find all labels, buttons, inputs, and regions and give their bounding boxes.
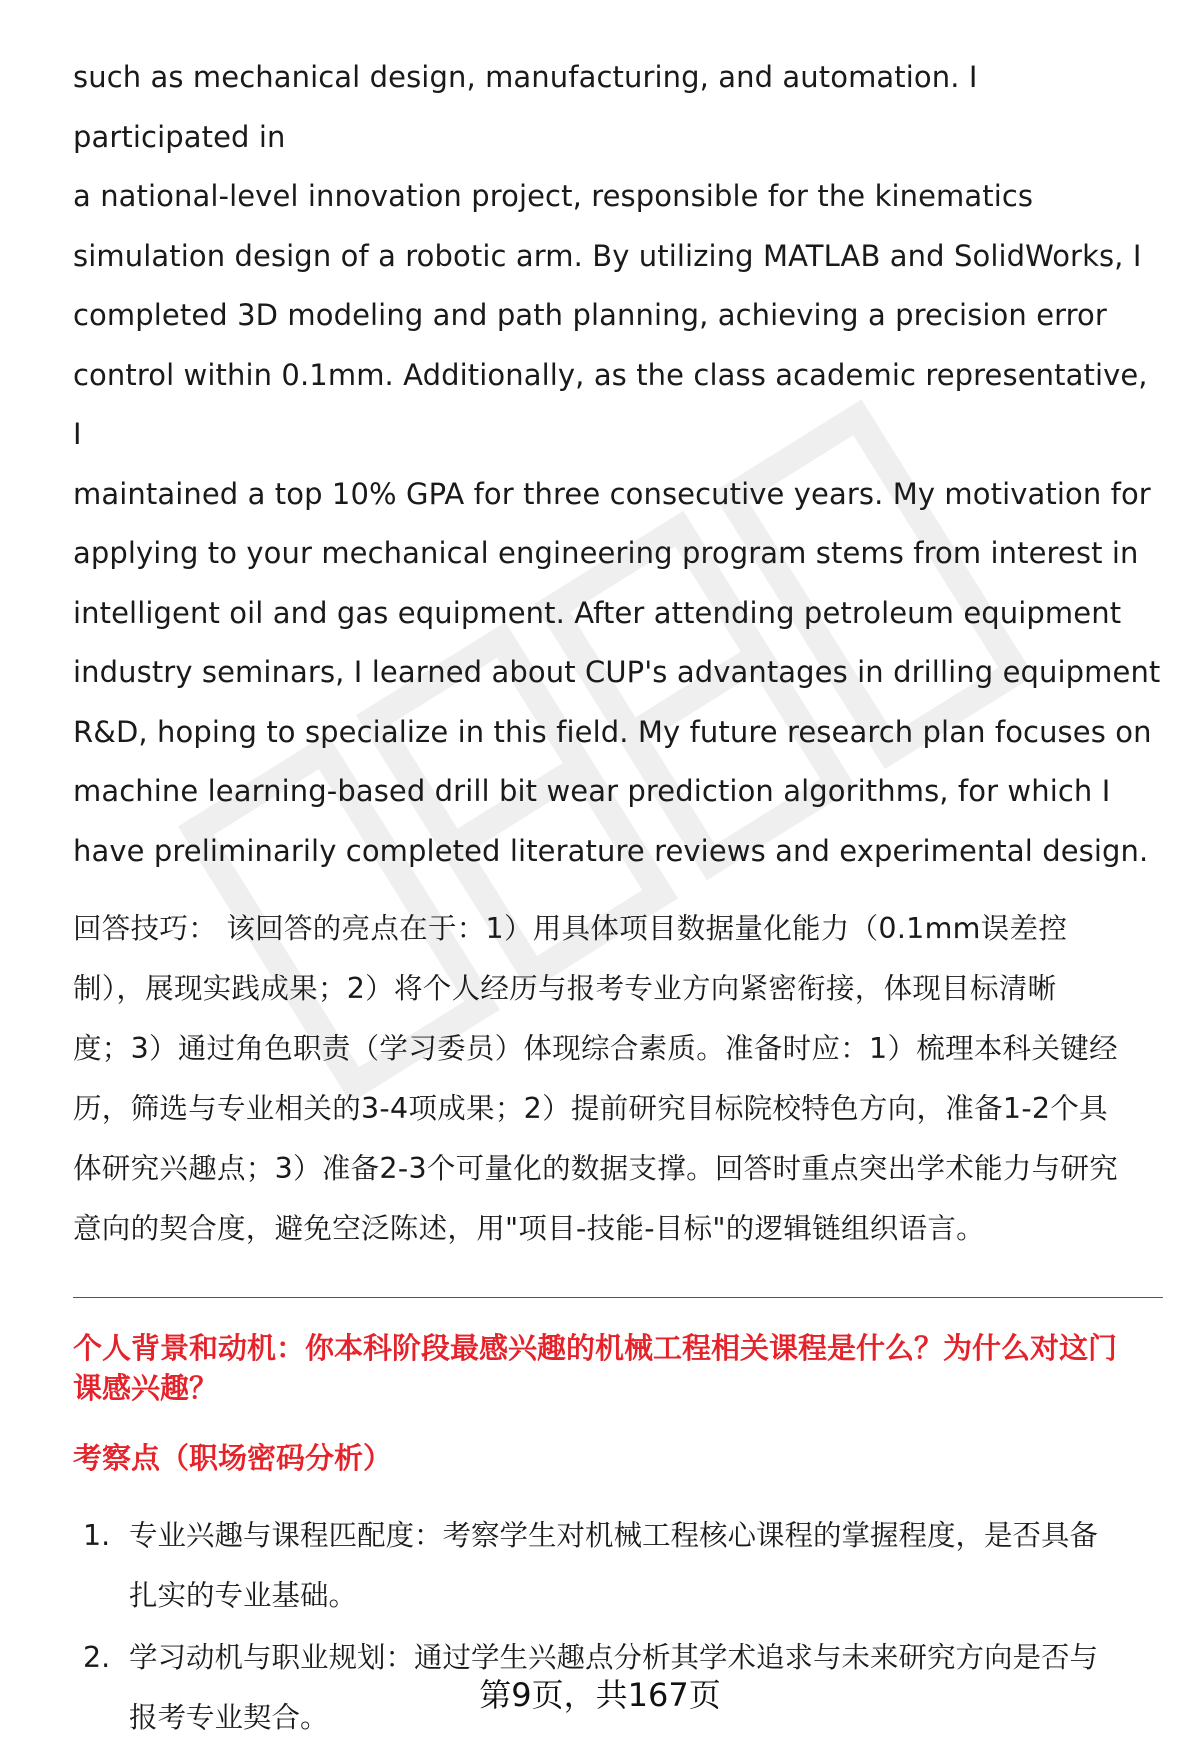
- answer-line: R&D, hoping to specialize in this field. My future research plan focuses on: [73, 714, 1152, 749]
- answer-line: a national-level innovation project, responsible for the kinematics: [73, 179, 1034, 213]
- answer-line: maintained a top 10% GPA for three consecutive years. My motivation for: [73, 476, 1151, 511]
- answer-line: simulation design of a robotic arm. By utilizing MATLAB and SolidWorks, I: [73, 238, 1142, 273]
- list-item-line: 扎实的专业基础。: [129, 1579, 358, 1612]
- list-number: 1.: [83, 1519, 111, 1552]
- answer-line: control within 0.1mm. Additionally, as the class academic representative, I: [73, 357, 1148, 451]
- answer-line: such as mechanical design, manufacturing, and automation. I participated in: [73, 60, 978, 154]
- tips-line: 度；3）通过角色职责（学习委员）体现综合素质。准备时应：1）梳理本科关键经: [73, 1032, 1118, 1065]
- answer-line: industry seminars, I learned about CUP's advantages in drilling equipment: [73, 655, 1161, 689]
- tips-line: 意向的契合度，避免空泛陈述，用"项目-技能-目标"的逻辑链组织语言。: [73, 1212, 985, 1245]
- question-line: 课感兴趣？: [73, 1371, 219, 1405]
- tips-line: 历，筛选与专业相关的3-4项成果；2）提前研究目标院校特色方向，准备1-2个具: [73, 1092, 1108, 1125]
- page-number-footer: 第9页，共167页: [479, 1676, 721, 1714]
- answer-line: completed 3D modeling and path planning, achieving a precision error: [73, 298, 1107, 332]
- answer-line: machine learning-based drill bit wear prediction algorithms, for which I: [73, 774, 1111, 808]
- answer-line: intelligent oil and gas equipment. After attending petroleum equipment: [73, 595, 1122, 630]
- answer-line: have preliminarily completed literature reviews and experimental design.: [73, 833, 1149, 868]
- answer-paragraph: [73, 48, 1163, 881]
- list-number: 2.: [83, 1641, 111, 1674]
- answer-tips: [73, 899, 1163, 1259]
- answer-line: applying to your mechanical engineering program stems from interest in: [73, 536, 1139, 570]
- page-content: [73, 48, 1163, 1750]
- tips-line: 体研究兴趣点；3）准备2-3个可量化的数据支撑。回答时重点突出学术能力与研究: [73, 1152, 1119, 1185]
- tips-line: 制），展现实践成果；2）将个人经历与报考专业方向紧密衔接，体现目标清晰: [73, 972, 1057, 1005]
- list-item: [73, 1506, 1163, 1626]
- section-label: 考察点（职场密码分析）: [73, 1441, 393, 1475]
- list-item-line: 学习动机与职业规划：通过学生兴趣点分析其学术追求与未来研究方向是否与: [129, 1641, 1099, 1674]
- question-line: 个人背景和动机：你本科阶段最感兴趣的机械工程相关课程是什么？为什么对这门: [73, 1331, 1118, 1365]
- section-divider: [73, 1297, 1163, 1298]
- question-heading: [73, 1328, 1163, 1408]
- tips-line: 回答技巧： 该回答的亮点在于：1）用具体项目数据量化能力（0.1mm误差控: [73, 912, 1068, 945]
- list-item-line: 报考专业契合。: [129, 1701, 329, 1734]
- list-item-line: 专业兴趣与课程匹配度：考察学生对机械工程核心课程的掌握程度，是否具备: [129, 1519, 1099, 1552]
